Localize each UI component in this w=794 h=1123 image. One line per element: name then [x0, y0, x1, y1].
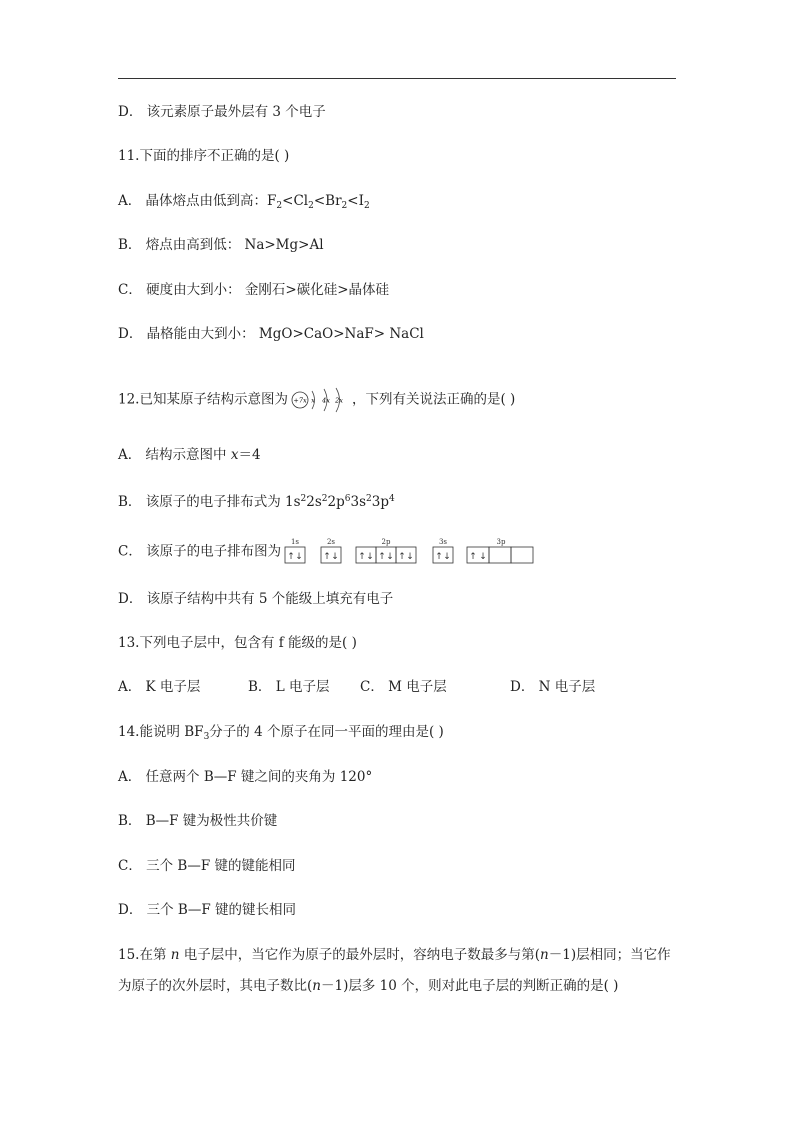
- svg-text:↑: ↑: [469, 552, 477, 562]
- q11-stem: 11.下面的排序不正确的是( ): [118, 148, 290, 164]
- q11-a-text: A． 晶体熔点由低到高：F: [118, 193, 277, 209]
- orbital-box-3p-2: [489, 547, 511, 563]
- q12-option-c: C． 该原子的电子排布图为 1s 2s 2p 3s 3p ↑ ↓ ↑ ↓ ↑ ↓ ↑ ↓ ↑ ↓ ↑ ↓ ↑ ↓: [118, 538, 539, 566]
- svg-text:↑: ↑: [398, 552, 406, 562]
- svg-text:↑: ↑: [378, 552, 386, 562]
- svg-text:↑: ↑: [287, 552, 295, 562]
- q11-option-b: B． 熔点由高到低： Na>Mg>Al: [118, 237, 324, 253]
- q14-option-b: B． B—F 键为极性共价键: [118, 813, 278, 829]
- q13-option-d: D． N 电子层: [510, 679, 596, 695]
- svg-text:↑: ↑: [323, 552, 331, 562]
- svg-text:↓: ↓: [386, 552, 394, 562]
- orbital-label-3s: 3s: [439, 538, 448, 546]
- orbital-label-3p: 3p: [496, 538, 506, 546]
- atom-nucleus-label: +7x: [293, 396, 307, 405]
- q13-option-a: A． K 电子层: [118, 679, 201, 695]
- orbital-label-1s: 1s: [291, 538, 300, 546]
- svg-text:↑: ↑: [435, 552, 443, 562]
- q13-option-b: B． L 电子层: [248, 679, 330, 695]
- q14-option-c: C． 三个 B—F 键的键能相同: [118, 858, 296, 874]
- orbital-label-2p: 2p: [381, 538, 391, 546]
- atom-structure-diagram: [290, 386, 350, 414]
- q11-option-a: A． 晶体熔点由低到高：$F_2<Cl_2<Br_2<I_2$: [118, 193, 370, 211]
- q15-stem-line-1: 15.在第 n 电子层中，当它作为原子的最外层时，容纳电子数最多与第(n－1)层相同；当它作: [118, 947, 671, 963]
- q12-option-a: A． 结构示意图中 x＝4: [118, 447, 261, 463]
- svg-text:↓: ↓: [295, 552, 303, 562]
- orbital-box-3p-3: [511, 547, 533, 563]
- q11-option-c: C． 硬度由大到小： 金刚石>碳化硅>晶体硅: [118, 282, 390, 298]
- svg-text:↓: ↓: [479, 552, 487, 562]
- atom-shell-3-label: 2x: [335, 396, 343, 405]
- atom-shell-2-label: 4x: [322, 396, 330, 405]
- svg-text:↓: ↓: [366, 552, 374, 562]
- header-rule: [118, 78, 676, 79]
- svg-text:↑: ↑: [358, 552, 366, 562]
- q13-stem: 13.下列电子层中，包含有 f 能级的是( ): [118, 635, 357, 651]
- svg-text:↓: ↓: [443, 552, 451, 562]
- q10-option-d: D． 该元素原子最外层有 3 个电子: [118, 104, 326, 120]
- svg-text:↓: ↓: [331, 552, 339, 562]
- orbital-diagram: [283, 538, 539, 566]
- q12-stem: 12.已知某原子结构示意图为 +7x x 4x 2x ，下列有关说法正确的是( ): [118, 386, 515, 414]
- q12-option-b: B． 该原子的电子排布式为 $1s^22s^22p^63s^23p^4$: [118, 494, 395, 510]
- q14-option-d: D． 三个 B—F 键的键长相同: [118, 902, 296, 918]
- q11-option-d: D． 晶格能由大到小： MgO>CaO>NaF> NaCl: [118, 326, 424, 342]
- q13-option-c: C． M 电子层: [360, 679, 447, 695]
- orbital-label-2s: 2s: [327, 538, 336, 546]
- q12-option-d: D． 该原子结构中共有 5 个能级上填充有电子: [118, 591, 394, 607]
- q14-option-a: A． 任意两个 B—F 键之间的夹角为 120°: [118, 769, 373, 785]
- q15-stem-line-2: 为原子的次外层时，其电子数比(n－1)层多 10 个，则对此电子层的判断正确的是( ): [118, 978, 619, 994]
- svg-text:↓: ↓: [406, 552, 414, 562]
- q14-stem: 14.能说明 $BF_3$分子的 4 个原子在同一平面的理由是( ): [118, 724, 444, 742]
- atom-shell-1-label: x: [311, 396, 315, 405]
